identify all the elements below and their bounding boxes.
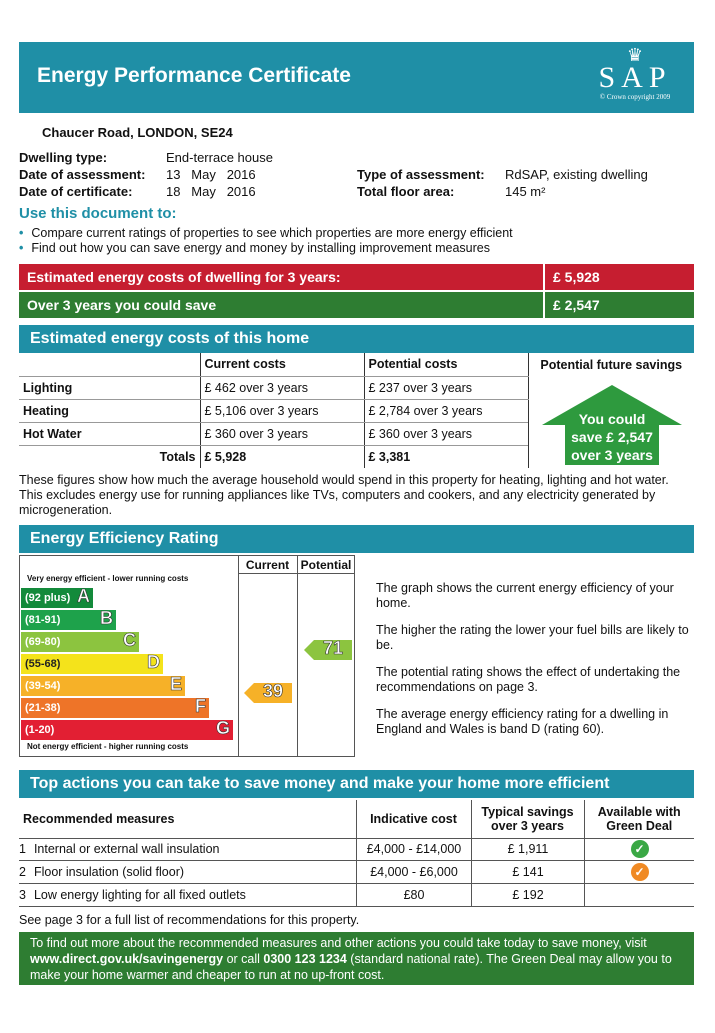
savings-cell: £ 192 <box>471 884 584 906</box>
green-deal-cell <box>584 884 694 906</box>
col-current-rating: Current <box>245 558 290 572</box>
cost-cell: £4,000 - £6,000 <box>356 861 471 883</box>
rating-band-e <box>21 676 185 696</box>
row-label: Lighting <box>19 376 200 399</box>
estimated-cost-value: £ 5,928 <box>545 264 694 290</box>
usage-bullet-text: Compare current ratings of properties to see which properties are more energy efficient <box>31 226 513 240</box>
current-rating-value: 39 <box>262 681 284 701</box>
savingenergy-link[interactable]: www.direct.gov.uk/savingenergy <box>30 952 224 966</box>
row-label: Hot Water <box>19 422 200 445</box>
crown-icon: ♛ <box>626 45 644 65</box>
savings-value: £ 2,547 <box>545 292 694 318</box>
measure-number: 1 <box>19 842 26 856</box>
measure-number: 2 <box>19 865 26 879</box>
efficiency-paragraph: The higher the rating the lower your fuel bills are likely to be. <box>376 623 689 652</box>
current-rating-arrow <box>244 683 292 706</box>
rating-band-b <box>21 610 116 630</box>
green-deal-cell <box>584 838 694 860</box>
potential-cost-cell: £ 237 over 3 years <box>364 376 528 399</box>
potential-rating-value: 71 <box>322 638 344 658</box>
band-letter: E <box>169 674 182 694</box>
phone-number: 0300 123 1234 <box>263 952 347 966</box>
savings-line: You could <box>578 411 646 427</box>
rating-band-a <box>21 588 93 608</box>
totals-potential: £ 3,381 <box>364 445 528 468</box>
assessment-date-value: 13 May 2016 <box>166 167 256 182</box>
recommendations-table <box>19 800 694 839</box>
measure-cell <box>19 884 356 906</box>
table-row <box>19 861 694 884</box>
costs-header-row <box>19 353 694 376</box>
floor-area-label: Total floor area: <box>357 184 455 199</box>
row-label: Heating <box>19 399 200 422</box>
recommendations-header-row <box>19 800 694 838</box>
usage-bullet-text: Find out how you can save energy and money by installing improvement measures <box>31 241 490 255</box>
cost-cell: £80 <box>356 884 471 906</box>
band-range: (92 plus) <box>25 592 71 604</box>
costs-note: These figures show how much the average household would spend in this property for heating, lighting and hot water. This excludes energy use for running appliances like TVs, computers and cookers, and any electricity generated by microgeneration. <box>19 473 669 517</box>
col-typical-savings: Typical savings over 3 years <box>471 800 584 838</box>
band-letter: F <box>195 696 206 716</box>
inefficient-label: Not energy efficient - higher running costs <box>27 742 189 751</box>
footer-text: (standard national rate). The Green Deal may allow you to make your home warmer and cheaper to run at no up-front cost. <box>30 952 672 982</box>
band-letter: A <box>77 586 90 606</box>
rating-band-f <box>21 698 209 718</box>
col-potential-costs: Potential costs <box>364 353 528 376</box>
totals-label: Totals <box>159 449 196 464</box>
sap-logo-text: SAP <box>598 61 672 94</box>
costs-heading: Estimated energy costs of this home <box>19 325 694 353</box>
use-document-heading: Use this document to: <box>19 205 177 222</box>
assessment-type-value: RdSAP, existing dwelling <box>505 167 648 182</box>
current-cost-cell: £ 360 over 3 years <box>200 422 364 445</box>
actions-heading: Top actions you can take to save money and make your home more efficient <box>19 770 694 798</box>
band-range: (39-54) <box>25 680 61 692</box>
col-potential-rating: Potential <box>300 558 352 572</box>
usage-bullet <box>19 226 513 240</box>
band-letter: G <box>215 718 230 738</box>
footer-text: or call <box>223 952 264 966</box>
potential-rating-arrow <box>304 640 352 663</box>
potential-cost-cell: £ 2,784 over 3 years <box>364 399 528 422</box>
efficient-label: Very energy efficient - lower running costs <box>27 574 189 583</box>
measure-text: Low energy lighting for all fixed outlets <box>33 888 246 902</box>
rating-divider <box>238 573 355 574</box>
col-current-costs: Current costs <box>200 353 364 376</box>
col-measures: Recommended measures <box>19 800 356 838</box>
table-row <box>19 884 694 907</box>
checkmark-icon: ✓ <box>631 863 649 881</box>
header-banner <box>19 42 694 113</box>
efficiency-heading: Energy Efficiency Rating <box>19 525 694 553</box>
rating-divider <box>238 555 239 757</box>
savings-line: over 3 years <box>571 447 653 463</box>
assessment-type-label: Type of assessment: <box>357 167 485 182</box>
current-cost-cell: £ 5,106 over 3 years <box>200 399 364 422</box>
see-page-note: See page 3 for a full list of recommendations for this property. <box>19 913 360 927</box>
green-deal-cell <box>584 861 694 883</box>
measure-text: Internal or external wall insulation <box>33 842 220 856</box>
band-letter: D <box>147 652 160 672</box>
assessment-date-label: Date of assessment: <box>19 167 146 182</box>
savings-arrow-text <box>541 410 683 464</box>
measure-text: Floor insulation (solid floor) <box>33 865 185 879</box>
col-green-deal: Available with Green Deal <box>584 800 694 838</box>
savings-cell: £ 141 <box>471 861 584 883</box>
measure-cell <box>19 838 356 860</box>
efficiency-paragraph: The graph shows the current energy efficiency of your home. <box>376 581 674 610</box>
savings-cell: £ 1,911 <box>471 838 584 860</box>
checkmark-icon: ✓ <box>631 840 649 858</box>
rating-band-g <box>21 720 233 740</box>
page-title: Energy Performance Certificate <box>37 64 351 87</box>
band-range: (81-91) <box>25 614 61 626</box>
rating-divider <box>297 555 298 757</box>
band-range: (1-20) <box>25 724 55 736</box>
certificate-date-label: Date of certificate: <box>19 184 133 199</box>
band-letter: C <box>123 630 136 650</box>
current-cost-cell: £ 462 over 3 years <box>200 376 364 399</box>
band-range: (55-68) <box>25 658 61 670</box>
rating-band-c <box>21 632 139 652</box>
estimated-cost-label: Estimated energy costs of dwelling for 3 years: <box>19 264 543 290</box>
efficiency-paragraph: The potential rating shows the effect of undertaking the recommendations on page 3. <box>376 665 681 694</box>
certificate-date-value: 18 May 2016 <box>166 184 256 199</box>
efficiency-paragraph: The average energy efficiency rating for a dwelling in England and Wales is band D (rating 60). <box>376 707 669 736</box>
band-range: (69-80) <box>25 636 61 648</box>
crown-copyright: © Crown copyright 2009 <box>599 93 671 101</box>
footer-text: To find out more about the recommended measures and other actions you could take today to save money, visit <box>30 936 647 950</box>
totals-current: £ 5,928 <box>200 445 364 468</box>
col-indicative-cost: Indicative cost <box>356 800 471 838</box>
savings-line: save £ 2,547 <box>571 429 653 445</box>
col-future-savings: Potential future savings <box>528 353 694 376</box>
sap-logo <box>585 46 685 108</box>
floor-area-value: 145 m² <box>505 184 546 199</box>
footer-info <box>19 932 694 985</box>
savings-label: Over 3 years you could save <box>19 292 543 318</box>
bullet-icon: • <box>19 226 24 240</box>
band-letter: B <box>100 608 113 628</box>
band-range: (21-38) <box>25 702 61 714</box>
usage-bullet <box>19 241 490 255</box>
potential-cost-cell: £ 360 over 3 years <box>364 422 528 445</box>
dwelling-type-label: Dwelling type: <box>19 150 108 165</box>
rating-band-d <box>21 654 163 674</box>
dwelling-type-value: End-terrace house <box>166 150 273 165</box>
property-address: Chaucer Road, LONDON, SE24 <box>42 125 233 140</box>
cost-cell: £4,000 - £14,000 <box>356 838 471 860</box>
measure-number: 3 <box>19 888 26 902</box>
measure-cell <box>19 861 356 883</box>
bullet-icon: • <box>19 241 24 255</box>
table-row <box>19 838 694 861</box>
